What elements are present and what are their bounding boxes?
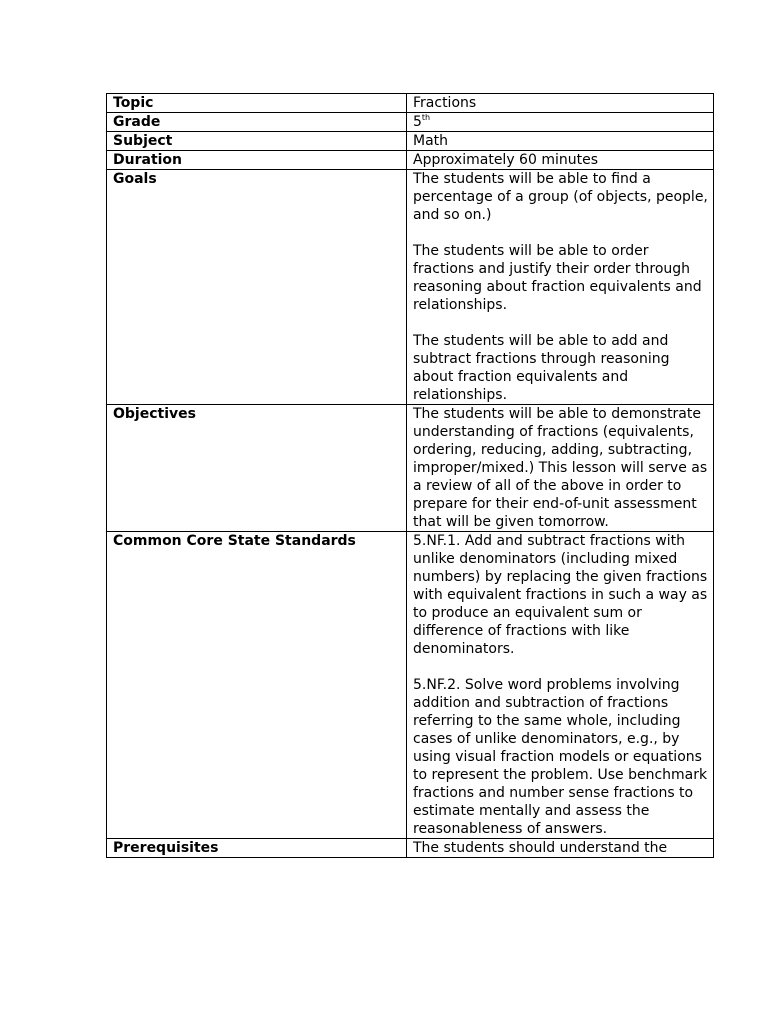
standards-label: Common Core State Standards bbox=[107, 532, 407, 839]
objectives-value: The students will be able to demonstrate understanding of fractions (equivalents, ordering, reducing, adding, subtracting, improper/mixed.) This lesson will serve as a review of all of the above in order to prepare for their end-of-unit assessment that will be given tomorrow. bbox=[407, 405, 714, 532]
grade-cell bbox=[407, 113, 714, 132]
row-duration bbox=[107, 151, 714, 170]
goal-paragraph: The students will be able to add and subtract fractions through reasoning about fraction equivalents and relationships. bbox=[413, 333, 670, 403]
topic-label: Topic bbox=[107, 94, 407, 113]
grade-value: 5 bbox=[413, 114, 422, 130]
goal-paragraph: The students will be able to order fractions and justify their order through reasoning about fraction equivalents and relationships. bbox=[413, 243, 702, 313]
row-topic bbox=[107, 94, 714, 113]
row-prerequisites bbox=[107, 839, 714, 858]
standards-cell bbox=[407, 532, 714, 839]
duration-value: Approximately 60 minutes bbox=[407, 151, 714, 170]
goals-cell bbox=[407, 170, 714, 405]
row-standards bbox=[107, 532, 714, 839]
grade-ordinal-suffix: th bbox=[421, 113, 431, 122]
standard-paragraph: 5.NF.1. Add and subtract fractions with unlike denominators (including mixed numbers) by replacing the given fractions with equivalent fractions in such a way as to produce an equivalent sum or difference of fractions with like denominators. bbox=[413, 533, 708, 657]
row-goals bbox=[107, 170, 714, 405]
goals-label: Goals bbox=[107, 170, 407, 405]
topic-value: Fractions bbox=[407, 94, 714, 113]
row-grade bbox=[107, 113, 714, 132]
subject-label: Subject bbox=[107, 132, 407, 151]
row-objectives bbox=[107, 405, 714, 532]
prerequisites-label: Prerequisites bbox=[107, 839, 407, 858]
lesson-plan-table bbox=[106, 93, 714, 858]
row-subject bbox=[107, 132, 714, 151]
grade-label: Grade bbox=[107, 113, 407, 132]
objectives-label: Objectives bbox=[107, 405, 407, 532]
standard-paragraph: 5.NF.2. Solve word problems involving addition and subtraction of fractions referring to the same whole, including cases of unlike denominators, e.g., by using visual fraction models or equations to represent the problem. Use benchmark fractions and number sense fractions to estimate mentally and assess the reasonableness of answers. bbox=[413, 677, 708, 837]
goal-paragraph: The students will be able to find a percentage of a group (of objects, people, and so on.) bbox=[413, 171, 708, 223]
subject-value: Math bbox=[407, 132, 714, 151]
prerequisites-value: The students should understand the bbox=[407, 839, 714, 858]
duration-label: Duration bbox=[107, 151, 407, 170]
